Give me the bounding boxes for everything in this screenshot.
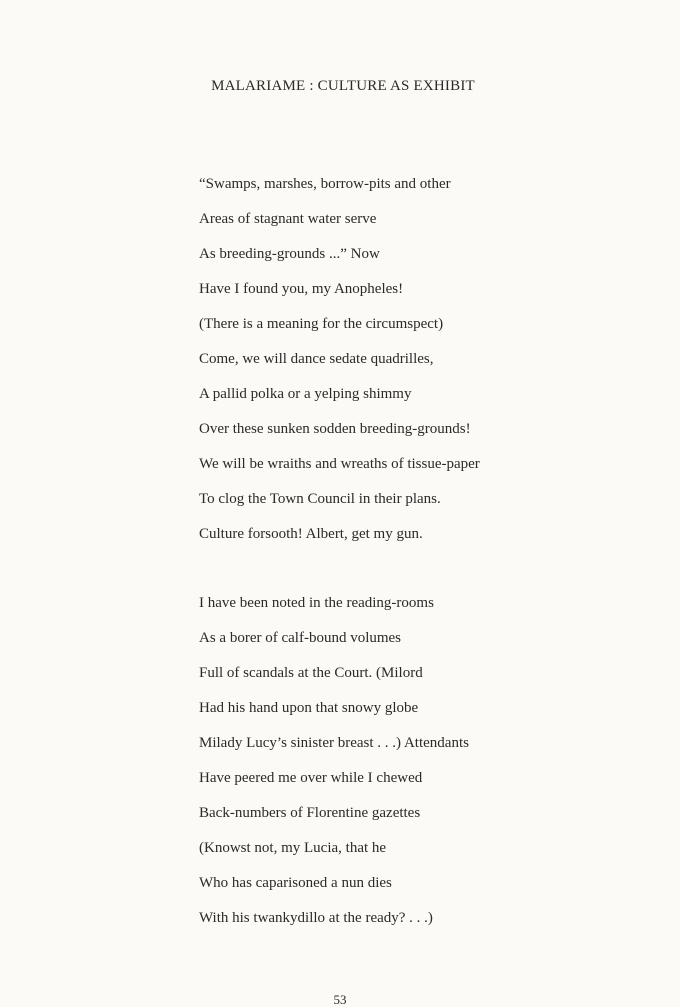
verse-line: Milady Lucy’s sinister breast . . .) Attendants: [199, 735, 469, 751]
verse-line: (There is a meaning for the circumspect): [199, 316, 444, 332]
verse-line: Who has caparisoned a nun dies: [199, 875, 392, 891]
verse-line: With his twankydillo at the ready? . . .): [199, 910, 433, 926]
verse-line: As a borer of calf-bound volumes: [199, 630, 402, 646]
verse-line: To clog the Town Council in their plans.: [199, 491, 441, 507]
verse-line: A pallid polka or a yelping shimmy: [199, 386, 412, 402]
stanza-1: [199, 174, 480, 559]
verse-line: (Knowst not, my Lucia, that he: [199, 840, 387, 856]
stanza-2: [199, 593, 469, 943]
verse-line: We will be wraiths and wreaths of tissue-paper: [199, 456, 480, 472]
verse-line: Have peered me over while I chewed: [199, 770, 423, 786]
verse-line: “Swamps, marshes, borrow-pits and other: [199, 176, 451, 192]
verse-line: Had his hand upon that snowy globe: [199, 700, 419, 716]
verse-line: I have been noted in the reading-rooms: [199, 595, 434, 611]
verse-line: Areas of stagnant water serve: [199, 211, 377, 227]
page-number: 53: [333, 992, 347, 1007]
verse-line: As breeding-grounds ...” Now: [199, 246, 380, 262]
verse-line: Full of scandals at the Court. (Milord: [199, 665, 423, 681]
verse-line: Come, we will dance sedate quadrilles,: [199, 351, 434, 367]
verse-line: Back-numbers of Florentine gazettes: [199, 805, 421, 821]
verse-line: Culture forsooth! Albert, get my gun.: [199, 526, 423, 542]
verse-line: Have I found you, my Anopheles!: [199, 281, 404, 297]
verse-line: Over these sunken sodden breeding-grounds!: [199, 421, 471, 437]
poem-title: MALARIAME : CULTURE AS EXHIBIT: [211, 78, 475, 94]
